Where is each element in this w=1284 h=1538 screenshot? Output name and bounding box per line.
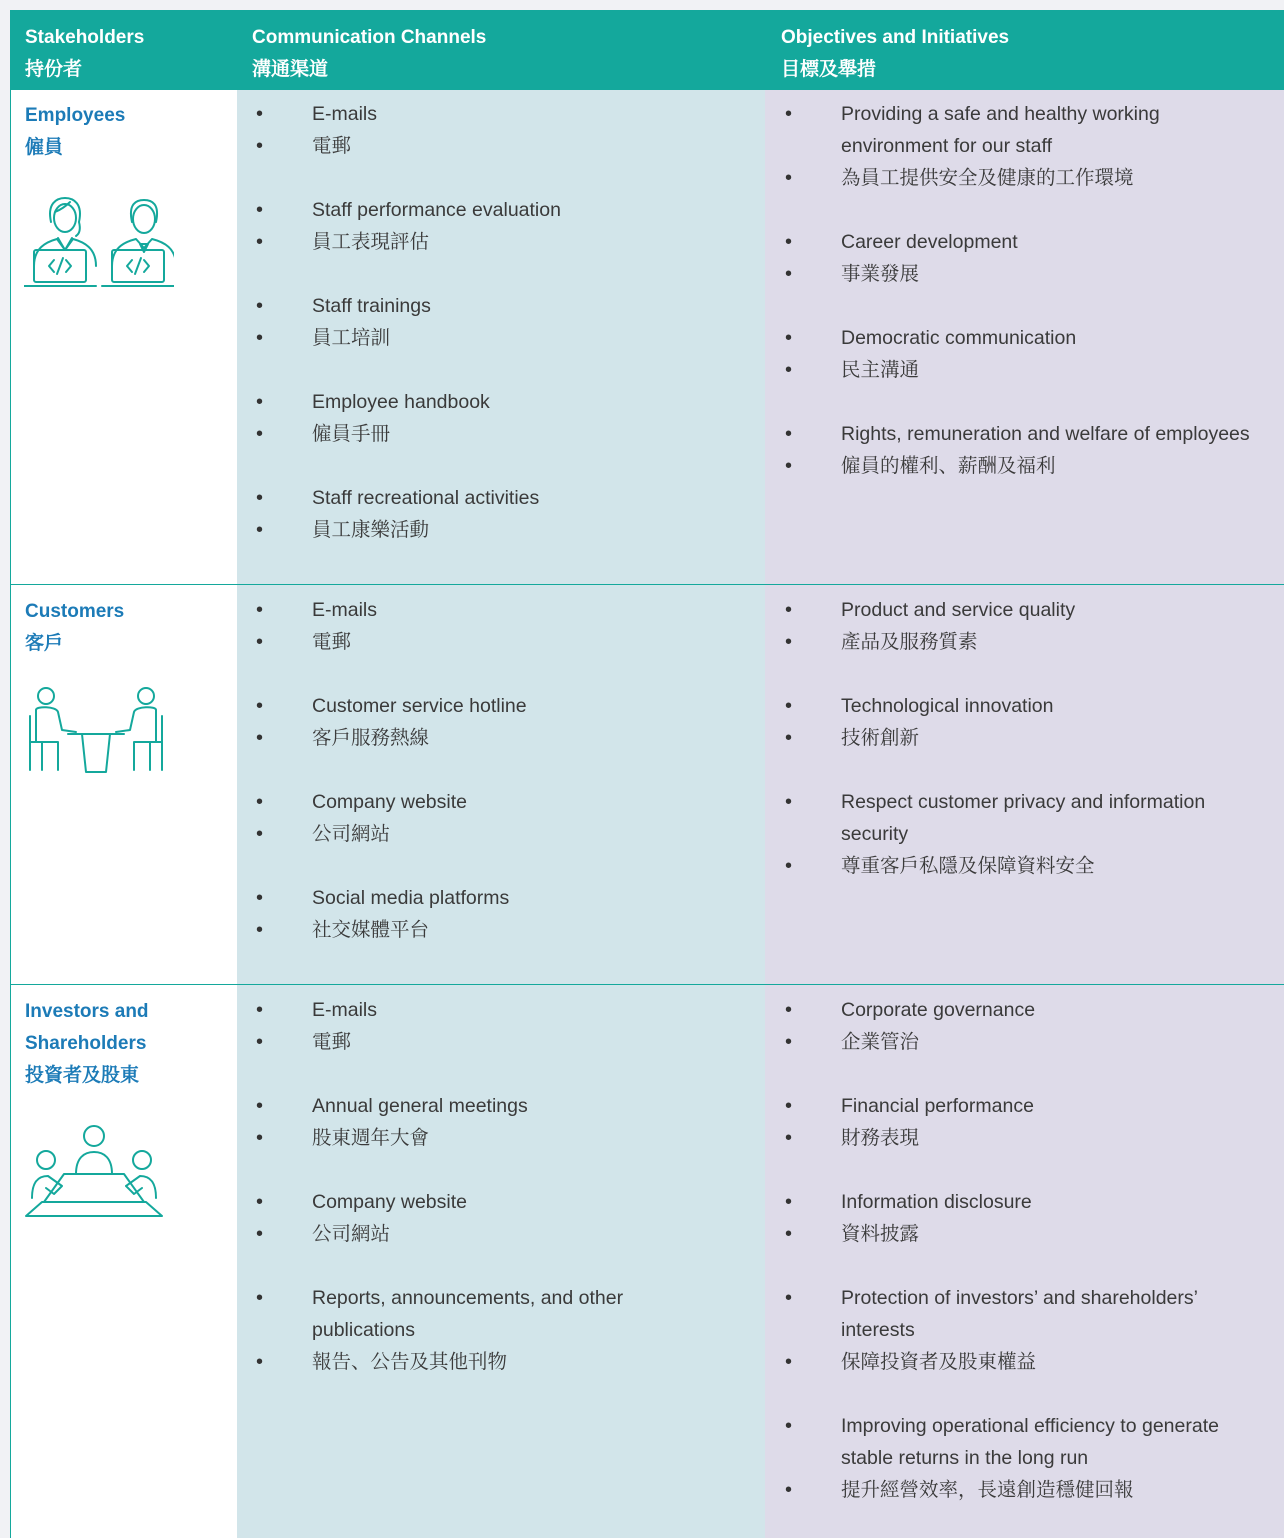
list-item	[252, 1090, 732, 1154]
bullet-zh: • 保障投資者及股東權益	[781, 1346, 1281, 1378]
stakeholder-name-en: Investors and Shareholders	[25, 1001, 149, 1054]
list-item	[781, 98, 1281, 194]
table-header	[10, 10, 1284, 90]
objectives-list	[781, 98, 1281, 514]
bullet-zh: • 公司網站	[252, 1218, 732, 1250]
objectives-list	[781, 994, 1281, 1538]
bullet-zh: • 報告、公告及其他刊物	[252, 1346, 732, 1378]
bullet-zh: • 員工培訓	[252, 322, 732, 354]
bullet-zh: • 為員工提供安全及健康的工作環境	[781, 162, 1281, 194]
bullet-en: • Information disclosure	[781, 1186, 1281, 1218]
stakeholder-name-en: Customers	[25, 601, 125, 622]
list-item	[252, 786, 732, 850]
bullet-en: • Respect customer privacy and information security	[781, 786, 1241, 850]
bullet-zh: • 電郵	[252, 626, 732, 658]
bullet-zh: • 股東週年大會	[252, 1122, 732, 1154]
bullet-en: • Providing a safe and healthy working environment for our staff	[781, 98, 1211, 162]
list-item	[252, 194, 732, 258]
list-item	[781, 690, 1281, 754]
channels-list	[252, 98, 732, 578]
list-item	[252, 690, 732, 754]
list-item	[252, 1186, 732, 1250]
list-item	[252, 482, 732, 546]
bullet-zh: • 電郵	[252, 1026, 732, 1058]
stakeholder-name-zh: 投資者及股東	[25, 1065, 140, 1086]
bullet-zh: • 資料披露	[781, 1218, 1281, 1250]
channels-list	[252, 994, 732, 1410]
list-item	[252, 98, 732, 162]
bullet-en: • Reports, announcements, and other publications	[252, 1282, 672, 1346]
row-investors	[10, 986, 1284, 1538]
list-item	[781, 1186, 1281, 1250]
list-item	[781, 1282, 1281, 1378]
bullet-zh: • 僱員手冊	[252, 418, 732, 450]
stakeholder-name-zh: 僱員	[25, 137, 64, 158]
list-item	[252, 386, 732, 450]
bullet-en: • Annual general meetings	[252, 1090, 732, 1122]
list-item	[781, 994, 1281, 1058]
bullet-en: • Company website	[252, 1186, 732, 1218]
list-item	[252, 994, 732, 1058]
bullet-en: • E-mails	[252, 594, 732, 626]
bullet-en: • Technological innovation	[781, 690, 1281, 722]
list-item	[252, 882, 732, 946]
bullet-zh: • 事業發展	[781, 258, 1281, 290]
bullet-zh: • 客戶服務熱線	[252, 722, 732, 754]
stakeholder-name-zh: 客戶	[25, 633, 64, 654]
bullet-en: • Protection of investors’ and shareholders’ interests	[781, 1282, 1241, 1346]
objectives-list	[781, 594, 1281, 914]
list-item	[781, 594, 1281, 658]
list-item	[252, 290, 732, 354]
bullet-en: • Staff recreational activities	[252, 482, 732, 514]
bullet-zh: • 企業管治	[781, 1026, 1281, 1058]
header-channels-en: Communication Channels	[252, 27, 487, 48]
bullet-zh: • 員工康樂活動	[252, 514, 732, 546]
customers-meeting-icon	[24, 686, 174, 778]
bullet-en: • Product and service quality	[781, 594, 1281, 626]
header-objectives	[781, 22, 1009, 86]
channels-list	[252, 594, 732, 978]
list-item	[781, 418, 1281, 482]
bullet-zh: • 提升經營效率，長遠創造穩健回報	[781, 1474, 1281, 1506]
bullet-en: • Democratic communication	[781, 322, 1281, 354]
list-item	[781, 786, 1281, 882]
header-channels	[252, 22, 486, 86]
header-channels-zh: 溝通渠道	[252, 59, 329, 80]
header-stakeholders	[25, 22, 144, 86]
row-divider	[10, 984, 1284, 985]
header-objectives-en: Objectives and Initiatives	[781, 27, 1010, 48]
investors-boardroom-icon	[24, 1122, 164, 1220]
bullet-en: • Financial performance	[781, 1090, 1281, 1122]
bullet-zh: • 電郵	[252, 130, 732, 162]
bullet-en: • Rights, remuneration and welfare of employees	[781, 418, 1281, 450]
bullet-en: • Company website	[252, 786, 732, 818]
row-divider	[10, 584, 1284, 585]
bullet-zh: • 公司網站	[252, 818, 732, 850]
stakeholder-name-en: Employees	[25, 105, 126, 126]
bullet-en: • Customer service hotline	[252, 690, 732, 722]
header-stakeholders-en: Stakeholders	[25, 27, 145, 48]
bullet-zh: • 尊重客戶私隱及保障資料安全	[781, 850, 1281, 882]
bullet-en: • Employee handbook	[252, 386, 732, 418]
bullet-en: • Staff performance evaluation	[252, 194, 732, 226]
bullet-zh: • 社交媒體平台	[252, 914, 732, 946]
stakeholder-cell	[25, 596, 225, 660]
list-item	[781, 322, 1281, 386]
header-stakeholders-zh: 持份者	[25, 59, 83, 80]
row-customers	[10, 586, 1284, 984]
stakeholder-table	[10, 10, 1284, 1538]
stakeholder-cell	[25, 100, 225, 164]
bullet-zh: • 產品及服務質素	[781, 626, 1281, 658]
list-item	[252, 594, 732, 658]
bullet-en: • E-mails	[252, 994, 732, 1026]
bullet-en: • Improving operational efficiency to generate stable returns in the long run	[781, 1410, 1251, 1474]
row-employees	[10, 90, 1284, 584]
bullet-en: • Staff trainings	[252, 290, 732, 322]
bullet-zh: • 財務表現	[781, 1122, 1281, 1154]
bullet-en: • Corporate governance	[781, 994, 1281, 1026]
bullet-zh: • 民主溝通	[781, 354, 1281, 386]
bullet-en: • Career development	[781, 226, 1281, 258]
bullet-en: • E-mails	[252, 98, 732, 130]
bullet-zh: • 技術創新	[781, 722, 1281, 754]
employees-laptop-icon	[24, 194, 174, 290]
list-item	[781, 226, 1281, 290]
stakeholder-cell	[25, 996, 225, 1092]
list-item	[781, 1090, 1281, 1154]
list-item	[252, 1282, 732, 1378]
bullet-zh: • 僱員的權利、薪酬及福利	[781, 450, 1281, 482]
bullet-en: • Social media platforms	[252, 882, 732, 914]
list-item	[781, 1410, 1281, 1506]
header-objectives-zh: 目標及舉措	[781, 59, 877, 80]
bullet-zh: • 員工表現評估	[252, 226, 732, 258]
